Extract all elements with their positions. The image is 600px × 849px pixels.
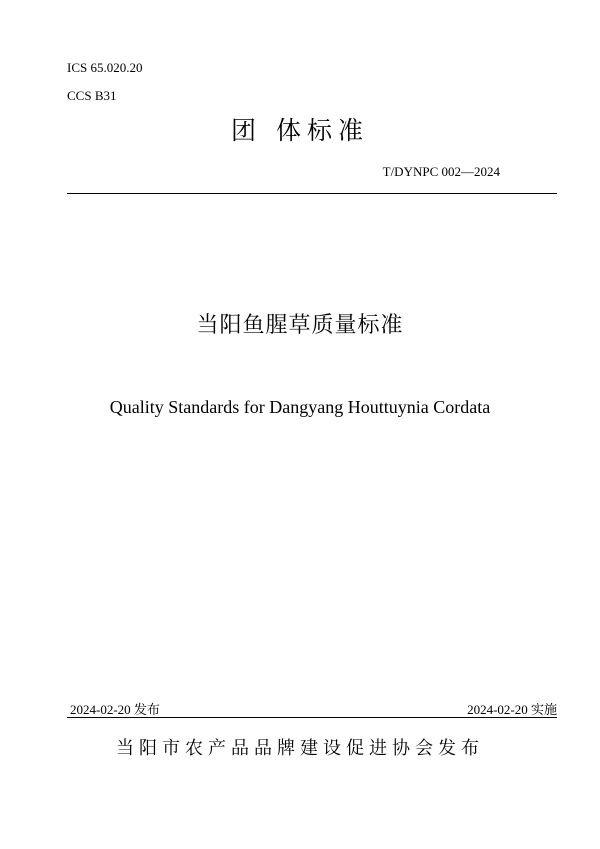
- standard-number: T/DYNPC 002—2024: [382, 164, 500, 179]
- ccs-code: CCS B31: [67, 88, 117, 103]
- document-title-chinese: 当阳鱼腥草质量标准: [196, 313, 404, 338]
- top-divider: [67, 193, 557, 194]
- bottom-divider: [67, 717, 557, 718]
- ics-code: ICS 65.020.20: [67, 60, 143, 75]
- implement-date: 2024-02-20 实施: [467, 702, 557, 717]
- document-title-english: Quality Standards for Dangyang Houttuynia Cordata: [109, 397, 491, 417]
- issuing-organization: 当阳市农产品品牌建设促进协会发布: [116, 738, 484, 759]
- publish-date: 2024-02-20 发布: [70, 702, 160, 717]
- standard-type-heading: 团 体标准: [231, 116, 369, 145]
